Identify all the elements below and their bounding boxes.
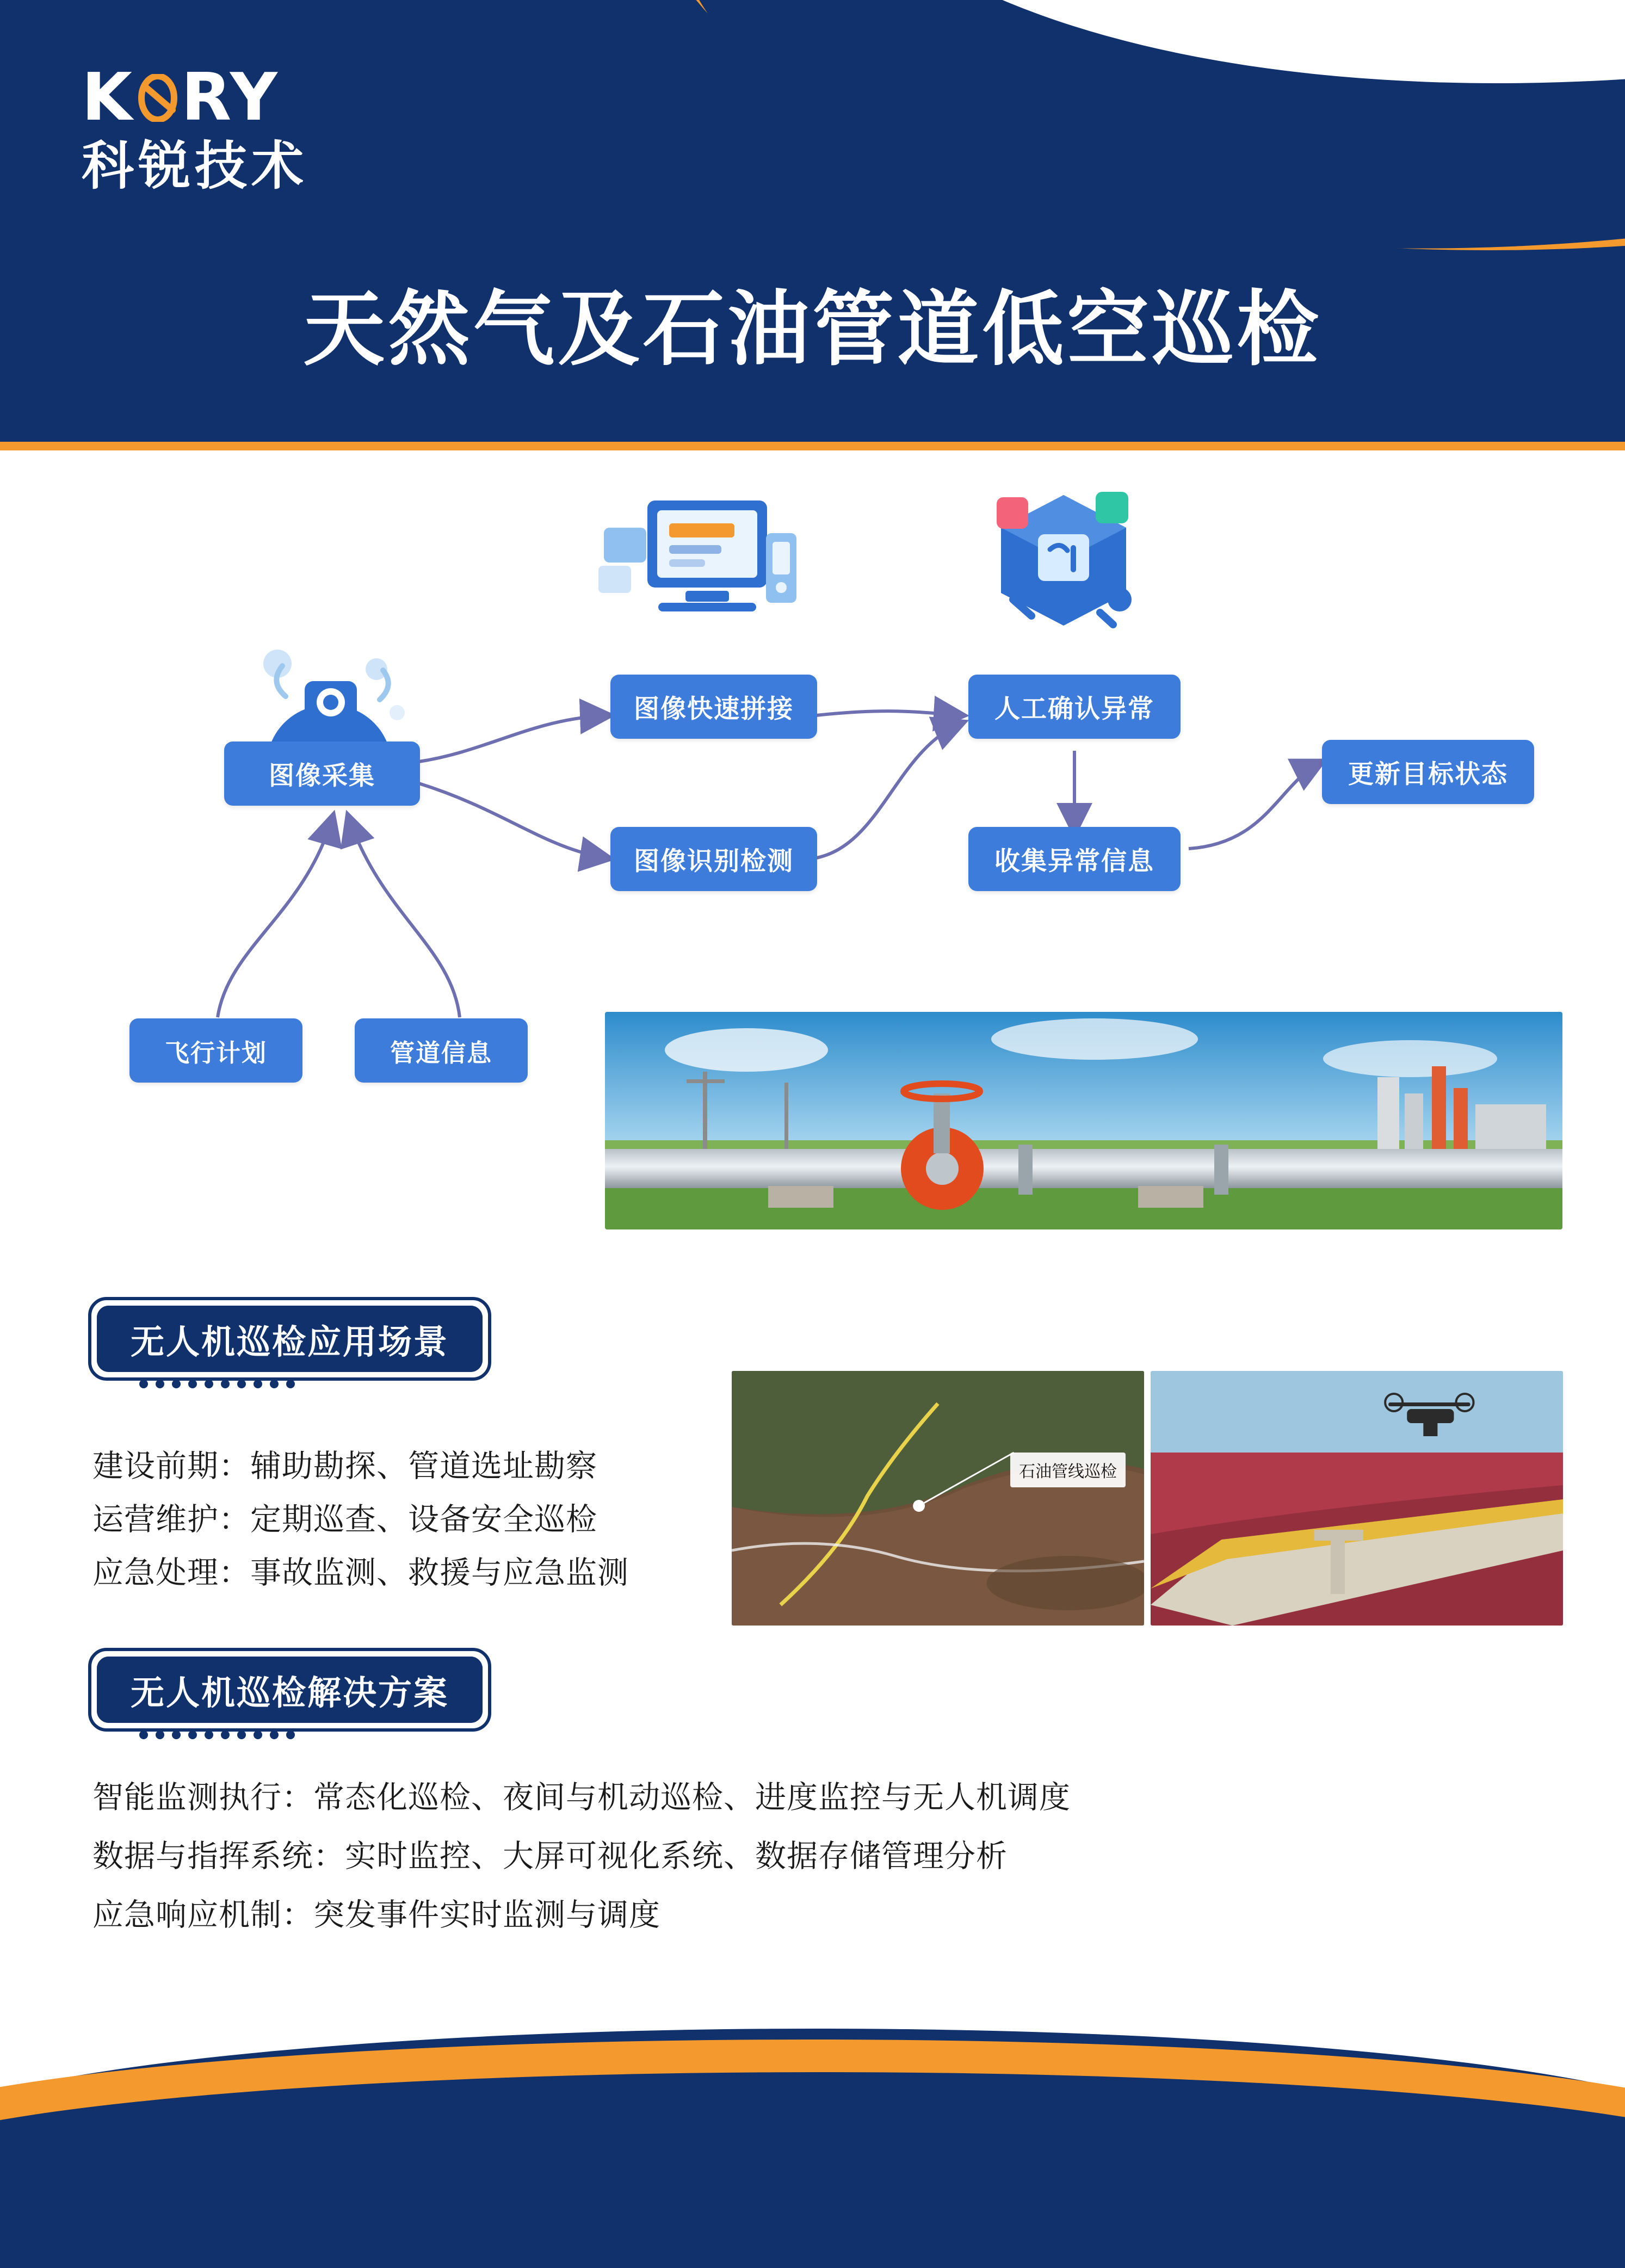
poster-footer [0, 2012, 1625, 2268]
kory-ring-icon [137, 74, 179, 122]
flow-node-update[interactable] [1322, 740, 1534, 804]
header-divider [0, 442, 1625, 450]
poster-header [0, 0, 1625, 446]
scenarios-text-block [92, 1442, 629, 1602]
scenario-photo-group [732, 1371, 1563, 1626]
flow-node-label: 图像快速拼接 [634, 694, 794, 723]
flow-node-collect[interactable] [968, 827, 1181, 891]
scenarios-line-1: 建设前期：辅助勘探、管道选址勘察 [92, 1449, 597, 1484]
ai-cube-inspect-icon [974, 484, 1153, 647]
flow-node-confirm[interactable] [968, 675, 1181, 739]
section-badge-label: 无人机巡检解决方案 [131, 1674, 449, 1712]
flow-node-label: 人工确认异常 [994, 694, 1154, 723]
badge-dots-decoration [139, 1380, 295, 1388]
monitor-stitching-icon [593, 490, 805, 653]
solution-text-block [92, 1771, 1071, 1946]
brand-logo [82, 60, 419, 195]
section-badge-label: 无人机巡检应用场景 [131, 1323, 449, 1361]
scenarios-line-3: 应急处理：事故监测、救援与应急监测 [92, 1555, 629, 1591]
drone-pipeline-photo [1151, 1371, 1563, 1626]
flow-node-pipeline-info[interactable] [355, 1018, 528, 1083]
flow-node-stitch[interactable] [610, 675, 817, 739]
flow-node-detect[interactable] [610, 827, 817, 891]
flow-node-capture[interactable] [224, 741, 420, 806]
brand-letters-ry: RY [181, 60, 280, 135]
brand-letter-k: K [82, 60, 134, 135]
brand-wordmark [82, 60, 419, 135]
solution-line-2: 数据与指挥系统：实时监控、大屏可视化系统、数据存储管理分析 [92, 1838, 1008, 1874]
badge-dots-decoration [139, 1731, 295, 1739]
scenarios-line-2: 运营维护：定期巡查、设备安全巡检 [92, 1502, 597, 1537]
pipeline-valve-photo [605, 1012, 1562, 1229]
footer-navy-wave-inner [0, 2072, 1625, 2268]
photo-caption-pipeline-route: 石油管线巡检 [1010, 1453, 1126, 1487]
terrain-route-photo [732, 1371, 1144, 1626]
brand-name-cn: 科锐技术 [82, 137, 308, 195]
flow-node-label: 飞行计划 [164, 1039, 267, 1067]
flow-node-label: 收集异常信息 [994, 846, 1154, 875]
section-badge-scenarios [97, 1306, 483, 1372]
solution-line-1: 智能监测执行：常态化巡检、夜间与机动巡检、进度监控与无人机调度 [92, 1780, 1071, 1815]
flow-node-label: 更新目标状态 [1348, 759, 1508, 788]
flow-node-label: 管道信息 [390, 1039, 492, 1067]
page-title: 天然气及石油管道低空巡检 [303, 283, 1322, 375]
section-badge-solution [97, 1657, 483, 1723]
flow-node-label: 图像识别检测 [634, 846, 794, 875]
flow-node-label: 图像采集 [269, 761, 375, 790]
flow-node-flight-plan[interactable] [129, 1018, 302, 1083]
solution-line-3: 应急响应机制：突发事件实时监测与调度 [92, 1897, 660, 1932]
